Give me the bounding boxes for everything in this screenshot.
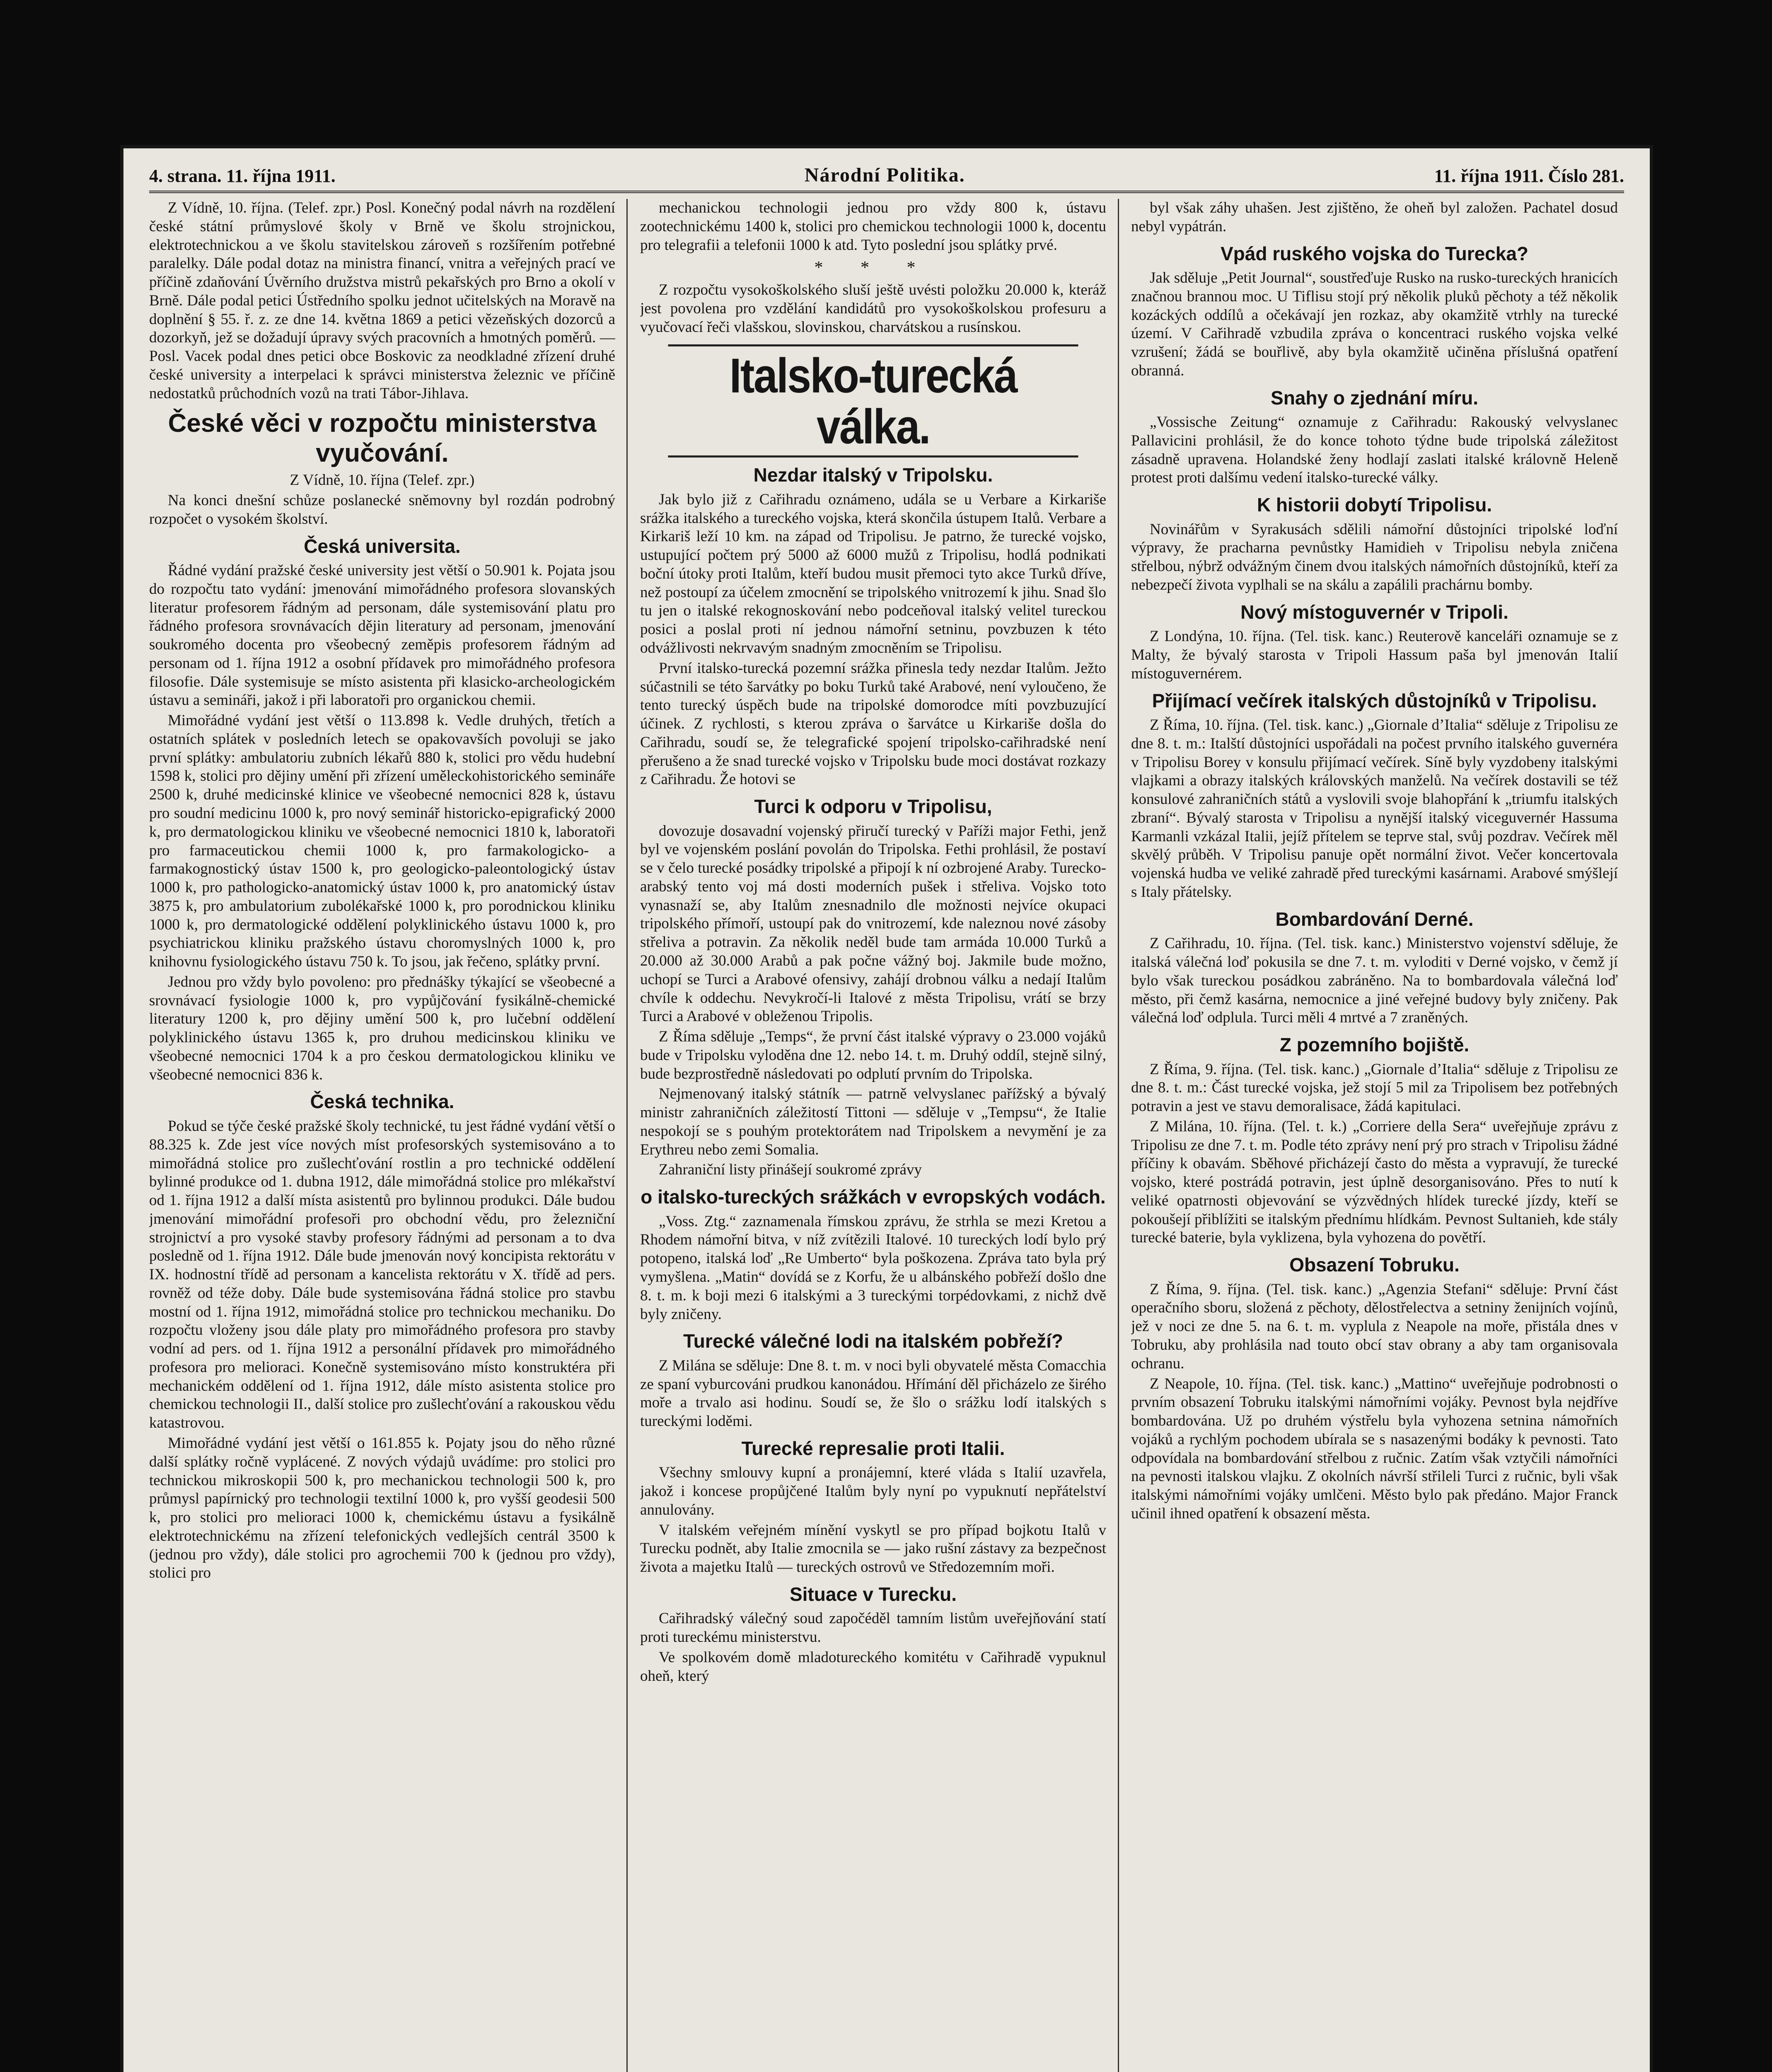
article-paragraph: Mimořádné vydání jest větší o 113.898 k. Vedle druhých, třetích a ostatních splátek v posledních letech se opakovavších povoluji se jako první splátky: ambulatoriu zubních lékařů 880 k, stolici pro vědu hudební 1598 k, stolici pro dějiny umění při zřízení uměleckohistorického semináře 2500 k, druhé medicinské klinice ve všeobecné nemocnici 828 k, ústavu pro soudní medicinu 1000 k, pro nový seminář historicko-epigrafický 2000 k, pro dermatologickou kliniku ve všeobecné nemocnici 1810 k, laboratoři pro farmaceutickou chemii 1000 k, pro farmakologicko- a farmakognostický ústav 1500 k, pro geologicko-paleontologický ústav 1000 k, pro pathologicko-anatomický ústav 1000 k, pro anatomický ústav 3875 k, pro ambulatorium zubolékařské 1000 k, pro porodnickou kliniku 1000 k, pro dermatologické oddělení polyklinického ústavu 1000 k, pro psychiatrickou kliniku pražského ústavu choromyslných 1000 k, pro knihovnu fysiologického ústavu 750 k. To jsou, jak řečeno, splátky první. — [149, 712, 615, 971]
article-paragraph: „Voss. Ztg.“ zaznamenala římskou zprávu, že strhla se mezi Kretou a Rhodem námořní bitva, v níž zvítězili Italové. 10 tureckých lodí bylo prý potopeno, italská loď „Re Umberto“ byla poškozena. Zpráva tato byla prý vymyšlena. „Matin“ dovídá se z Korfu, že u albánského pobřeží došlo dne 8. t. m. k boji mezi 6 italskými a 3 tureckými torpédovkami, z nichž dvě byly zničeny. — [640, 1213, 1106, 1323]
column-3 — [1131, 199, 1618, 2072]
article-paragraph: Pokud se týče české pražské školy technické, tu jest řádné vydání větší o 88.325 k. Zde jest více nových míst profesorských systemisováno a to mimořádná stolice pro zušlechťování rostlin a pro technické oddělení bylinné produkce od 1. dubna 1912, dále mimořádná stolice pro mlékařství od 1. října 1912 a další místa asistentů pro bylinnou produkci. Dále budou jmenování mimořádní profesoři pro obchodní vědu, pro železniční strojnictví a pro vysoké stavby profesory řádnými ad personam a to dva posledně od 1. října 1912. Dále bude jmenován nový koncipista rektorátu v IX. hodnostní třídě ad personam a kancelista rektorátu v X. třídě ad pers. rovněž od téže doby. Dále bude systemisována řádná stolice pro stavbu mostní od 1. října 1912, mimořádná stolice pro technickou mechaniku. Do rozpočtu vloženy jsou dále platy pro mimořádného profesora pro stavby vodní ad pers. od 1. října 1912 a personální přídavek pro mimořádného profesora pro melioraci. Konečně systemisováno místo konstruktéra při mechanickém oddělení od 1. října 1912, dále místo asistenta stolice pro chemickou technologii II., další stolice pro zušlechťování a rakouskou vědu katastrovou. — [149, 1117, 615, 1432]
separator-stars: * * * — [814, 258, 932, 278]
article-paragraph: Z Říma, 10. října. (Tel. tisk. kanc.) „Giornale d’Italia“ sděluje z Tripolisu ze dne 8. t. m.: Italští důstojníci uspořádali na počest prvního italského guvernéra v Tripolisu Borey v konsulu přijímací večírek. Síně byly vyzdobeny italskými vlajkami a obrazy italských královských manželů. Na večírek dostavili se též konsulové zahraničních států a vyslovili svoje blahopřání k „triumfu italských zbraní“. Bývalý starosta v Tripolisu a nynější italský viceguvernér Hassuma Karmanli vzkázal Italii, jejíž přítelem se teprve stal, svůj pozdrav. Večírek měl skvělý průběh. V Tripolisu panuje opět normální život. Večer koncertovala vojenská hudba ve veliké zahradě před tureckými kasárnami. Arabové smýšlejí s Italy přátelsky. — [1131, 716, 1618, 900]
masthead: Národní Politika. — [804, 164, 965, 186]
newspaper-page — [120, 145, 1653, 2072]
article-paragraph: Z Říma, 9. října. (Tel. tisk. kanc.) „Giornale d’Italia“ sděluje z Tripolisu ze dne 8. t. m.: Část turecké vojska, jež stojí 5 mil za Tripolisem bez potřebných potravin a jest ve stavu demoralisace, žádá kapitulaci. — [1131, 1060, 1618, 1115]
article-paragraph: Všechny smlouvy kupní a pronájemní, které vláda s Italií uzavřela, jakož i koncese propůjčené Italům byly nyní po vypuknutí nepřátelství annulovány. — [640, 1464, 1106, 1518]
column-2 — [640, 199, 1106, 2072]
column-rule — [626, 199, 628, 2072]
column-rule — [1118, 199, 1119, 2072]
article-paragraph: Jednou pro vždy bylo povoleno: pro přednášky týkající se všeobecné a srovnávací fysiologie 1000 k, pro vypůjčování fysikálně-chemické literatury 1200 k, pro dějiny umění 500 k, pro lučební oddělení polyklinického ústavu 1365 k, pro druhou medicinskou kliniku ve všeobecné nemocnici 1704 k a pro českou dermatologickou kliniku ve všeobecné nemocnici 836 k. — [149, 973, 615, 1083]
subsection-heading: Turci k odporu v Tripolisu, — [754, 796, 992, 818]
subsection-heading: Turecké represalie proti Italii. — [741, 1437, 1005, 1459]
subsection-heading: Vpád ruského vojska do Turecka? — [1220, 242, 1529, 264]
article-paragraph: Z Milána se sděluje: Dne 8. t. m. v noci byli obyvatelé města Comacchia ze spaní vyburcováni prudkou kanonádou. Hřímání děl přicházelo ze širého moře a trvalo asi hodinu. Soudí se, že šlo o srážku lodí italských s tureckými loděmi. — [640, 1357, 1106, 1430]
article-paragraph: Z Říma, 9. října. (Tel. tisk. kanc.) „Agenzia Stefani“ sděluje: První část operačního sboru, složená z pěchoty, dělostřelectva a setniny ženijních vojínů, jež v noci ze dne 5. na 6. t. m. vyplula z Neapole na moře, přistála dnes v Tobruku, aby prohlásila nad touto obcí stav obrany a aby tam organisovala ochranu. — [1131, 1280, 1618, 1372]
article-paragraph: „Vossische Zeitung“ oznamuje z Cařihradu: Rakouský velvyslanec Pallavicini prohlásil, že do konce tohoto týdne bude tripolská záležitost zásadně upravena. Holandské ženy hodlají zaslati italské královně Heleně protest proti dalšímu vedení italsko-turecké války. — [1131, 414, 1618, 487]
subsection-heading: Obsazení Tobruku. — [1289, 1254, 1460, 1276]
page-header — [149, 162, 1624, 193]
article-paragraph: Nejmenovaný italský státník — patrně velvyslanec pařížský a bývalý ministr zahraničních záležitostí Tittoni — sděluje v „Tempsu“, že Italie nespokojí se s pouhým protektorátem nad Tripolskem a nevymění je za Erythreu nebo zemi Somalia. — [640, 1085, 1106, 1158]
article-paragraph: Z Londýna, 10. října. (Tel. tisk. kanc.) Reuterově kanceláři oznamuje se z Malty, že bývalý starosta v Tripoli Hassum paša byl jmenován Italií místoguvernérem. — [1131, 628, 1618, 682]
header-issue-right: 11. října 1911. Číslo 281. — [1434, 166, 1624, 186]
article-paragraph: Z Říma sděluje „Temps“, že první část italské výpravy o 23.000 vojáků bude v Tripolsku vyloděna dne 12. nebo 14. t. m. Druhý oddíl, stejně silný, bude bezprostředně následovati po odplutí prvním do Tripolska. — [640, 1028, 1106, 1082]
subsection-heading: Česká universita. — [304, 535, 461, 557]
article-paragraph: mechanickou technologii jednou pro vždy 800 k, ústavu zootechnickému 1400 k, stolici pro chemickou technologii 1000 k, docentu pro telegrafii a telefonii 1000 k atd. Tyto poslední jsou splátky prvé. — [640, 199, 1106, 254]
article-paragraph: Z Cařihradu, 10. října. (Tel. tisk. kanc.) Ministerstvo vojenství sděluje, že italská válečná loď pokusila se dne 7. t. m. vyloditi v Derné vojsko, v čemž jí bylo však tureckou posádkou zabráněno. Na to bombardovala válečná loď město, při čemž kasárna, nemocnice a jiné veřejné budovy byly zničeny. Pak válečná loď odplula. Turci měli 4 mrtvé a 7 zraněných. — [1131, 935, 1618, 1026]
subsection-heading: o italsko-tureckých srážkách v evropských vodách. — [641, 1186, 1106, 1208]
article-paragraph: Jak bylo již z Cařihradu oznámeno, udála se u Verbare a Kirkariše srážka italského a tureckého vojska, která skončila ústupem Italů. Verbare a Kirkariš leží 10 km. na západ od Tripolisu. Je patrno, že turecké vojsko, ustupující počtem prý 5000 až 6000 mužů z Tripolisu, hodlá podnikati boční útoky proti Italům, kteří budou musit přemoci tyto akce Turků dříve, než postoupí za účelem zmocnění se tripolského vnitrozemí k jihu. Snad šlo tu jen o italské rekognoskování nebo podceňoval italský velitel tureckou posici a poslal proti ní jednou námořní setninu, povzbuzen k této odvážlivosti nekrvavým snadným zmocněním se Tripolisu. — [640, 491, 1106, 656]
article-paragraph: První italsko-turecká pozemní srážka přinesla tedy nezdar Italům. Ježto súčastnili se této šarvátky po boku Turků také Arabové, není vyloučeno, že tento turecký úspěch bude na tripolské domorodce míti povzbuzující účinek. Z rychlosti, s kterou zpráva o šarvátce u Kirkariše došla do Cařihradu, soudí se, že telegrafické spojení tripolsko-cařihradské není přerušeno a že snad turecké vojsko v Tripolsku bude moci dostávat rozkazy z Cařihradu. Že hotovi se — [640, 659, 1106, 788]
subsection-heading: Z pozemního bojiště. — [1279, 1034, 1470, 1056]
subsection-heading: Přijímací večírek italských důstojníků v Tripolisu. — [1152, 690, 1597, 712]
subsection-heading: Nový místoguvernér v Tripoli. — [1240, 601, 1508, 623]
subsection-heading: Česká technika. — [310, 1091, 454, 1113]
article-paragraph: Na konci dnešní schůze poslanecké sněmovny byl rozdán podrobný rozpočet o vysokém školství. — [149, 492, 615, 528]
article-paragraph: Z Neapole, 10. října. (Tel. tisk. kanc.) „Mattino“ uveřejňuje podrobnosti o prvním obsazení Tobruku italskými námořními vojáky. Pevnost byla nejdříve bombardována. Už po druhém výstřelu byla vyhozena setnina námořních vojáků a rychlým pochodem ubírala se s nasazenými bodáky k pevnosti. Tato odpovídala na bombardování střelbou z ručnic. Zatím však vztyčili námořníci na pevnosti italskou vlajku. Z okolních návrší střileli Turci z ručnic, byli však italskými námořními vojáky umlčeni. Město bylo pak předáno. Major Franck učinil ihned opatření k obsazení města. — [1131, 1375, 1618, 1522]
subsection-heading: Snahy o zjednání míru. — [1271, 387, 1478, 409]
article-paragraph: Zahraniční listy přinášejí soukromé zprávy — [659, 1161, 922, 1179]
article-paragraph: Z rozpočtu vysokoškolského sluší ještě uvésti položku 20.000 k, kteráž jest povolena pro vzdělání kandidátů pro vysokoškolskou profesuru a vyučovací řeči vlašskou, slovinskou, charvátskou a rusínskou. — [640, 281, 1106, 336]
article-paragraph: Ve spolkovém domě mladotureckého komitétu v Cařihradě vypuknul oheň, který — [640, 1648, 1106, 1685]
dateline: Z Vídně, 10. října (Telef. zpr.) — [290, 472, 475, 489]
subsection-heading: K historii dobytí Tripolisu. — [1257, 494, 1492, 516]
article-paragraph: Jak sděluje „Petit Journal“, soustřeďuje Rusko na rusko-tureckých hranicích značnou brannou moc. U Tiflisu stojí prý několik pluků pěchoty a též několik kozáckých oddílů a očekávají jen rozkaz, aby okamžitě vtrhly na turecké území. V Cařihradě vzbudila zpráva o koncentraci ruského vojska velké vzrušení; žádá se bouřlivě, aby byla okamžitě učiněna příslušná opatření obranná. — [1131, 269, 1618, 379]
subsection-heading: Situace v Turecku. — [789, 1583, 957, 1605]
column-1 — [149, 199, 615, 2072]
subsection-heading: Turecké válečné lodi na italském pobřeží? — [683, 1330, 1063, 1352]
main-headline: Italsko-turecká válka. — [668, 344, 1078, 458]
section-heading: České věci v rozpočtu ministerstva vyučování. — [168, 409, 597, 467]
article-paragraph: byl však záhy uhašen. Jest zjištěno, že oheň byl založen. Pachatel dosud nebyl vypátrán. — [1131, 199, 1618, 235]
article-paragraph: V italském veřejném mínění vyskytl se pro případ bojkotu Italů v Turecku podnět, aby Italie zmocnila se — jako rušní zástavy za bezpečnost života a majetku Italů — tureckých ostrovů ve Středozemním moři. — [640, 1521, 1106, 1576]
article-paragraph: dovozuje dosavadní vojenský přiručí turecký v Paříži major Fethi, jenž byl ve vojenském poslání povolán do Tripolska. Fethi prohlásil, že postaví se v čelo turecké posádky tripolské a připojí k ní ozbrojené Araby. Turecko-arabský tento voj má dosti moderních pušek i střeliva. Vojsko toto vynasnaží se, aby Italům znesnadnilo dle možnosti nejvíce okupaci tripolského přímoří, ustoupí pak do vnitrozemí, kde naleznou nové zásoby střeliva a potravin. Za několik neděl bude tam armáda 10.000 Turků a 20.000 až 30.000 Arabů a pak počne vážný boj. Jakmile bude možno, uchopí se Turci a Arabové ofensivy, zahájí drobnou válku a nedají Italům chvíle k oddechu. Nevykročí-li Italové z města Tripolisu, vrátí se brzy Turci a Arabové v obleženou Tripolis. — [640, 822, 1106, 1025]
article-paragraph: Mimořádné vydání jest větší o 161.855 k. Pojaty jsou do něho různé další splátky ročně vyplácené. Z nových výdajů uvádíme: pro stolici pro technickou mikroskopii 500 k, pro mechanickou technologii 500 k, pro průmysl papírnický pro technologii textilní 1000 k, pro vyšší geodesii 500 k, pro stolici pro melioraci 1000 k, chemickému ústavu a fysikálně elektrotechnickému na zřízení telefonických vedlejších centrál 3500 k (jednou pro vždy), dále stolici pro agrochemii 700 k (jednou pro vždy), stolici pro — [149, 1435, 615, 1582]
subsection-heading: Bombardování Derné. — [1275, 908, 1474, 930]
header-date-left: 4. strana. 11. října 1911. — [149, 166, 336, 186]
article-paragraph: Z Milána, 10. října. (Tel. t. k.) „Corriere della Sera“ uveřejňuje zprávu z Tripolisu ze dne 7. t. m. Podle této zprávy není prý pro strach v Tripolisu žádné příčiny k obavám. Sběhové přicházejí často do města a vypravují, že turecké vojsko, které postrádá potravin, jest úplně desorganisováno. Přes to nutí k veliké opatrnosti objevování se výzvědných hlídek turecké jízdy, kteří se pokoušejí přiblížiti se italským přednímu hlídkám. Pevnost Sultanieh, kde stály turecké baterie, byla vyklizena, byla vyhozena do povětří. — [1131, 1118, 1618, 1247]
article-paragraph: Cařihradský válečný soud započéděl tamním listům uveřejňování statí proti tureckému ministerstvu. — [640, 1610, 1106, 1646]
article-paragraph: Z Vídně, 10. října. (Telef. zpr.) Posl. Konečný podal návrh na rozdělení české státní průmyslové školy v Brně ve školu strojnickou, elektrotechnickou a ve školu stavitelskou zároveň s rozšířením potřebné paralelky. Dále podal dotaz na ministra financí, vnitra a veřejných prací ve příčině zdaňování Úvěrního družstva mistrů pekařských pro Brno a okolí v Brně. Dále podal petici Ústředního spolku jednot učitelských na Moravě na doplnění § 55. ř. z. ze dne 14. května 1869 a petici vězeňských dozorců a dozorkyň, jež se dožadují úpravy svých pracovních a hmotných poměrů. — Posl. Vacek podal dnes petici obce Boskovic za neodkladné zřízení druhé české university a interpelaci k správci ministerstva železnic ve příčině nedostatků průchodních vozů na trati Tábor-Jihlava. — [149, 199, 615, 402]
subsection-heading: Nezdar italský v Tripolsku. — [753, 464, 993, 486]
article-paragraph: Novinářům v Syrakusách sdělili námořní důstojníci tripolské loďní výpravy, že pracharna pevnůstky Hamidieh v Tripolisu nebyla zničena střelbou, nýbrž odvážným činem dvou italských námořních důstojníků, kteří za nebezpečí života vyplhali se na skálu a zapálili prachárnu bomby. — [1131, 520, 1618, 593]
article-paragraph: Řádné vydání pražské české university jest větší o 50.901 k. Pojata jsou do rozpočtu tato vydání: jmenování mimořádného profesora slovanských literatur profesorem řádným ad personam, dále systemisování platu pro řádného profesora srovnávacích dějin literatury ad personam, jmenování soukromého docenta pro všeobecný zeměpis profesorem řádným ad personam od 1. října 1912 a osobní přídavek pro mimořádného profesora filosofie. Dále systemisuje se místo asistenta při klasicko-archeologickém ústavu a semináři, jakož i při laboratoři pro organickou chemii. — [149, 562, 615, 709]
